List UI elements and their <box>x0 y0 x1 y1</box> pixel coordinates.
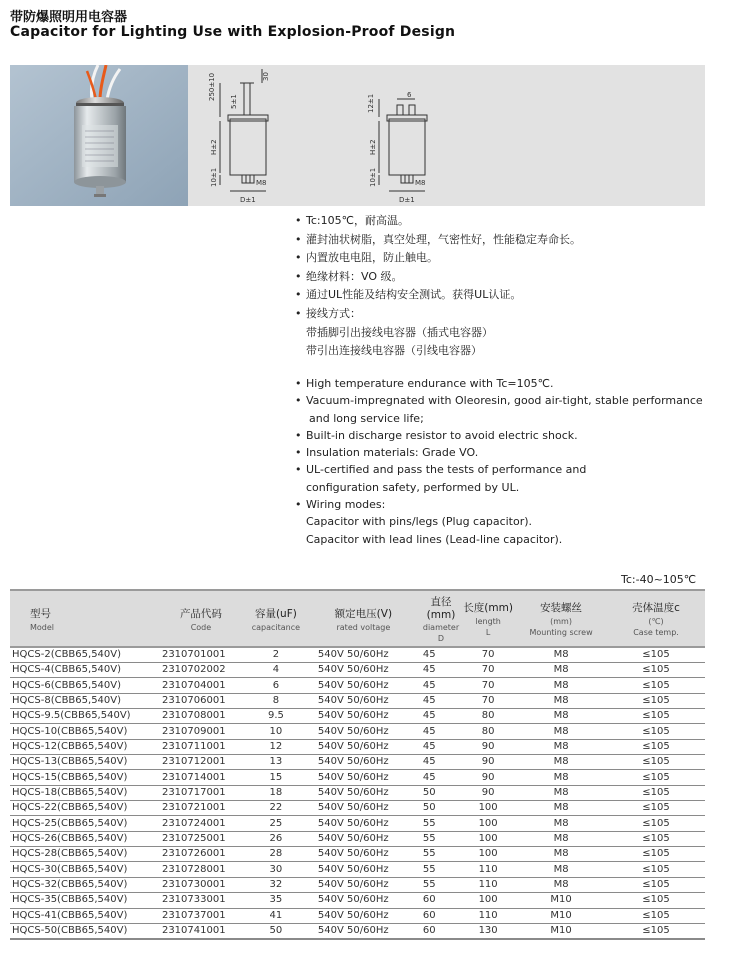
cell-model: HQCS-26(CBB65,540V) <box>10 831 160 846</box>
cell-voltage: 540V 50/60Hz <box>310 709 411 724</box>
capacitor-photo-image <box>10 65 188 206</box>
table-row <box>10 923 705 939</box>
header-en: (℃) <box>648 617 664 626</box>
table-header-row <box>10 590 705 647</box>
cell-capacitance: 28 <box>242 847 310 862</box>
header-cn: 产品代码 <box>179 607 222 620</box>
cell-voltage: 540V 50/60Hz <box>310 724 411 739</box>
features-en-list <box>295 375 725 548</box>
cell-model: HQCS-50(CBB65,540V) <box>10 923 160 939</box>
feature-en-item: • UL-certified and pass the tests of performance and <box>295 461 725 478</box>
cell-screw: M8 <box>515 785 607 800</box>
table-row <box>10 908 705 923</box>
cell-diameter: 55 <box>411 877 461 892</box>
feature-en-item: • Built-in discharge resistor to avoid electric shock. <box>295 427 725 444</box>
cell-diameter: 45 <box>411 647 461 663</box>
cell-capacitance: 4 <box>242 663 310 678</box>
cell-case-temp: ≤105 <box>607 801 705 816</box>
cell-model: HQCS-22(CBB65,540V) <box>10 801 160 816</box>
cell-code: 2310702002 <box>160 663 242 678</box>
cell-case-temp: ≤105 <box>607 908 705 923</box>
header-en2: L <box>485 628 491 637</box>
cell-screw: M8 <box>515 678 607 693</box>
dim-screw: M8 <box>256 179 267 187</box>
cell-code: 2310730001 <box>160 877 242 892</box>
dim-pin: 5±1 <box>230 94 238 109</box>
cell-code: 2310712001 <box>160 755 242 770</box>
cell-diameter: 55 <box>411 847 461 862</box>
table-row <box>10 693 705 708</box>
cell-code: 2310726001 <box>160 847 242 862</box>
cell-length: 110 <box>461 877 515 892</box>
header-diameter <box>411 590 461 647</box>
header-cn: 容量(uF) <box>254 607 297 620</box>
page-title-en: Capacitor for Lighting Use with Explosion-Proof Design <box>10 24 456 40</box>
cell-model: HQCS-9.5(CBB65,540V) <box>10 709 160 724</box>
cell-code: 2310733001 <box>160 893 242 908</box>
header-capacitance <box>242 590 310 647</box>
lead-line-drawing <box>206 65 286 206</box>
cell-capacitance: 6 <box>242 678 310 693</box>
feature-cn-item: • 内置放电电阻，防止触电。 <box>295 249 725 268</box>
header-cn: 安装螺丝 <box>540 602 583 614</box>
cell-length: 70 <box>461 647 515 663</box>
table-row <box>10 893 705 908</box>
table-row <box>10 862 705 877</box>
cell-case-temp: ≤105 <box>607 893 705 908</box>
table-row <box>10 785 705 800</box>
cell-diameter: 45 <box>411 770 461 785</box>
cell-voltage: 540V 50/60Hz <box>310 678 411 693</box>
page-title-cn: 带防爆照明用电容器 <box>10 10 128 25</box>
cell-capacitance: 32 <box>242 877 310 892</box>
cell-diameter: 60 <box>411 908 461 923</box>
cell-diameter: 45 <box>411 709 461 724</box>
table-body <box>10 647 705 939</box>
cell-code: 2310701001 <box>160 647 242 663</box>
cell-diameter: 50 <box>411 801 461 816</box>
cell-screw: M8 <box>515 801 607 816</box>
cell-screw: M8 <box>515 693 607 708</box>
temperature-note: Tc:-40~105℃ <box>621 573 697 586</box>
dim-base: 10±1 <box>369 167 377 187</box>
cell-model: HQCS-28(CBB65,540V) <box>10 847 160 862</box>
cell-screw: M8 <box>515 755 607 770</box>
cell-code: 2310711001 <box>160 739 242 754</box>
dim-width: D±1 <box>240 196 256 204</box>
table-row <box>10 877 705 892</box>
cell-voltage: 540V 50/60Hz <box>310 816 411 831</box>
cell-length: 90 <box>461 770 515 785</box>
cell-length: 100 <box>461 816 515 831</box>
feature-en-continuation: configuration safety, performed by UL. <box>306 480 520 494</box>
dim-screw: M8 <box>415 179 426 187</box>
cell-screw: M8 <box>515 862 607 877</box>
cell-model: HQCS-6(CBB65,540V) <box>10 678 160 693</box>
table-row <box>10 663 705 678</box>
header-code <box>160 590 242 647</box>
cell-diameter: 45 <box>411 755 461 770</box>
cell-screw: M8 <box>515 709 607 724</box>
cell-model: HQCS-41(CBB65,540V) <box>10 908 160 923</box>
cell-voltage: 540V 50/60Hz <box>310 923 411 939</box>
cell-capacitance: 12 <box>242 739 310 754</box>
dim-lead-length: 250±10 <box>208 72 216 101</box>
cell-capacitance: 18 <box>242 785 310 800</box>
cell-model: HQCS-12(CBB65,540V) <box>10 739 160 754</box>
header-en: Model <box>30 622 55 632</box>
cell-model: HQCS-2(CBB65,540V) <box>10 647 160 663</box>
cell-case-temp: ≤105 <box>607 724 705 739</box>
table-row <box>10 847 705 862</box>
dim-lead: 30 <box>262 72 270 81</box>
cell-length: 100 <box>461 831 515 846</box>
feature-en-item: • Insulation materials: Grade VO. <box>295 444 725 461</box>
table-row <box>10 678 705 693</box>
cell-capacitance: 22 <box>242 801 310 816</box>
cell-case-temp: ≤105 <box>607 693 705 708</box>
header-en: Code <box>190 622 212 632</box>
cell-voltage: 540V 50/60Hz <box>310 770 411 785</box>
cell-capacitance: 10 <box>242 724 310 739</box>
cell-code: 2310714001 <box>160 770 242 785</box>
cell-code: 2310741001 <box>160 923 242 939</box>
cell-screw: M10 <box>515 923 607 939</box>
feature-cn-sub: 带插脚引出接线电容器（插式电容器） <box>306 325 493 339</box>
cell-capacitance: 8 <box>242 693 310 708</box>
cell-voltage: 540V 50/60Hz <box>310 693 411 708</box>
cell-code: 2310724001 <box>160 816 242 831</box>
cell-voltage: 540V 50/60Hz <box>310 893 411 908</box>
cell-diameter: 45 <box>411 678 461 693</box>
cell-code: 2310728001 <box>160 862 242 877</box>
cell-model: HQCS-25(CBB65,540V) <box>10 816 160 831</box>
feature-en-continuation: and long service life; <box>309 411 424 425</box>
table-row <box>10 770 705 785</box>
cell-screw: M8 <box>515 770 607 785</box>
cell-model: HQCS-13(CBB65,540V) <box>10 755 160 770</box>
cell-length: 80 <box>461 724 515 739</box>
cell-model: HQCS-8(CBB65,540V) <box>10 693 160 708</box>
cell-code: 2310717001 <box>160 785 242 800</box>
cell-screw: M8 <box>515 877 607 892</box>
cell-length: 90 <box>461 785 515 800</box>
cell-voltage: 540V 50/60Hz <box>310 785 411 800</box>
cell-case-temp: ≤105 <box>607 816 705 831</box>
cell-screw: M8 <box>515 847 607 862</box>
header-en: rated voltage <box>336 622 391 632</box>
cell-voltage: 540V 50/60Hz <box>310 663 411 678</box>
cell-capacitance: 35 <box>242 893 310 908</box>
cell-case-temp: ≤105 <box>607 862 705 877</box>
cell-diameter: 45 <box>411 724 461 739</box>
feature-cn-item: • 灌封油状树脂，真空处理，气密性好，性能稳定寿命长。 <box>295 231 725 250</box>
cell-case-temp: ≤105 <box>607 877 705 892</box>
header-en: (mm) <box>550 617 572 626</box>
header-en: length <box>475 617 501 626</box>
cell-capacitance: 30 <box>242 862 310 877</box>
table-row <box>10 831 705 846</box>
cell-diameter: 45 <box>411 663 461 678</box>
cell-model: HQCS-10(CBB65,540V) <box>10 724 160 739</box>
header-en2: Case temp. <box>633 628 679 637</box>
cell-model: HQCS-15(CBB65,540V) <box>10 770 160 785</box>
cell-diameter: 50 <box>411 785 461 800</box>
cell-screw: M8 <box>515 816 607 831</box>
cell-screw: M8 <box>515 739 607 754</box>
header-en2: D <box>437 634 445 643</box>
dim-base: 10±1 <box>210 167 218 187</box>
feature-cn-item: • 绝缘材料：VO 级。 <box>295 268 725 287</box>
table-row <box>10 739 705 754</box>
cell-capacitance: 25 <box>242 816 310 831</box>
header-cn: 长度(mm) <box>463 602 513 614</box>
header-cn: 额定电压(V) <box>334 607 393 620</box>
cell-case-temp: ≤105 <box>607 831 705 846</box>
cell-diameter: 55 <box>411 862 461 877</box>
feature-en-item: • High temperature endurance with Tc=105℃. <box>295 375 725 392</box>
cell-model: HQCS-32(CBB65,540V) <box>10 877 160 892</box>
cell-code: 2310737001 <box>160 908 242 923</box>
cell-case-temp: ≤105 <box>607 923 705 939</box>
cell-capacitance: 50 <box>242 923 310 939</box>
dim-pin-height: 12±1 <box>367 93 375 113</box>
cell-case-temp: ≤105 <box>607 755 705 770</box>
table-row <box>10 724 705 739</box>
header-en: diameter <box>422 623 460 632</box>
product-banner <box>10 65 705 206</box>
cell-case-temp: ≤105 <box>607 739 705 754</box>
cell-model: HQCS-35(CBB65,540V) <box>10 893 160 908</box>
cell-code: 2310704001 <box>160 678 242 693</box>
header-mounting-screw <box>515 590 607 647</box>
features-cn-list <box>295 212 725 361</box>
header-voltage <box>310 590 411 647</box>
header-cn: 直径(mm) <box>426 596 456 621</box>
cell-diameter: 60 <box>411 923 461 939</box>
cell-code: 2310725001 <box>160 831 242 846</box>
cell-code: 2310706001 <box>160 693 242 708</box>
cell-case-temp: ≤105 <box>607 647 705 663</box>
cell-code: 2310708001 <box>160 709 242 724</box>
cell-length: 70 <box>461 663 515 678</box>
header-en2: Mounting screw <box>529 628 593 637</box>
cell-case-temp: ≤105 <box>607 785 705 800</box>
cell-length: 100 <box>461 801 515 816</box>
cell-length: 130 <box>461 923 515 939</box>
header-en: capacitance <box>251 622 301 632</box>
cell-diameter: 60 <box>411 893 461 908</box>
product-photo <box>10 65 188 206</box>
cell-capacitance: 9.5 <box>242 709 310 724</box>
cell-voltage: 540V 50/60Hz <box>310 877 411 892</box>
dim-body-height: H±2 <box>369 139 377 155</box>
feature-cn-item: • Tc:105℃，耐高温。 <box>295 212 725 231</box>
header-length <box>461 590 515 647</box>
cell-case-temp: ≤105 <box>607 663 705 678</box>
cell-length: 90 <box>461 739 515 754</box>
header-cn: 型号 <box>30 607 51 620</box>
cell-voltage: 540V 50/60Hz <box>310 847 411 862</box>
feature-cn-sub: 带引出连接线电容器（引线电容器） <box>306 344 482 358</box>
cell-case-temp: ≤105 <box>607 678 705 693</box>
feature-cn-item: • 接线方式： <box>295 305 725 324</box>
dim-pin-spacing: 6 <box>407 91 412 99</box>
cell-voltage: 540V 50/60Hz <box>310 908 411 923</box>
cell-voltage: 540V 50/60Hz <box>310 647 411 663</box>
cell-case-temp: ≤105 <box>607 709 705 724</box>
cell-code: 2310709001 <box>160 724 242 739</box>
table-row <box>10 816 705 831</box>
cell-case-temp: ≤105 <box>607 847 705 862</box>
cell-screw: M10 <box>515 893 607 908</box>
cell-voltage: 540V 50/60Hz <box>310 831 411 846</box>
cell-screw: M8 <box>515 831 607 846</box>
feature-en-item: • Vacuum-impregnated with Oleoresin, good air-tight, stable performance <box>295 392 725 409</box>
cell-screw: M8 <box>515 724 607 739</box>
spec-table <box>10 589 705 940</box>
table-row <box>10 647 705 663</box>
cell-voltage: 540V 50/60Hz <box>310 755 411 770</box>
cell-capacitance: 26 <box>242 831 310 846</box>
feature-cn-item: • 通过UL性能及结构安全测试。获得UL认证。 <box>295 286 725 305</box>
dim-width: D±1 <box>399 196 415 204</box>
feature-en-sub: Capacitor with pins/legs (Plug capacitor). <box>306 515 533 529</box>
header-cn: 壳体温度c <box>632 602 680 614</box>
cell-length: 70 <box>461 678 515 693</box>
cell-length: 80 <box>461 709 515 724</box>
cell-capacitance: 41 <box>242 908 310 923</box>
cell-length: 70 <box>461 693 515 708</box>
cell-length: 110 <box>461 908 515 923</box>
feature-en-item: • Wiring modes: <box>295 496 725 513</box>
plug-pin-drawing <box>365 65 445 206</box>
dim-body-height: H±2 <box>210 139 218 155</box>
cell-diameter: 45 <box>411 693 461 708</box>
table-row <box>10 709 705 724</box>
cell-diameter: 55 <box>411 816 461 831</box>
cell-code: 2310721001 <box>160 801 242 816</box>
cell-capacitance: 2 <box>242 647 310 663</box>
cell-length: 110 <box>461 862 515 877</box>
header-model <box>10 590 160 647</box>
cell-length: 100 <box>461 847 515 862</box>
cell-voltage: 540V 50/60Hz <box>310 739 411 754</box>
feature-en-sub: Capacitor with lead lines (Lead-line capacitor). <box>306 532 563 546</box>
cell-model: HQCS-18(CBB65,540V) <box>10 785 160 800</box>
cell-diameter: 55 <box>411 831 461 846</box>
header-case-temp <box>607 590 705 647</box>
cell-length: 100 <box>461 893 515 908</box>
cell-screw: M8 <box>515 663 607 678</box>
cell-voltage: 540V 50/60Hz <box>310 801 411 816</box>
cell-model: HQCS-30(CBB65,540V) <box>10 862 160 877</box>
cell-screw: M10 <box>515 908 607 923</box>
cell-length: 90 <box>461 755 515 770</box>
cell-voltage: 540V 50/60Hz <box>310 862 411 877</box>
cell-model: HQCS-4(CBB65,540V) <box>10 663 160 678</box>
cell-capacitance: 15 <box>242 770 310 785</box>
cell-screw: M8 <box>515 647 607 663</box>
table-row <box>10 755 705 770</box>
cell-case-temp: ≤105 <box>607 770 705 785</box>
table-row <box>10 801 705 816</box>
cell-capacitance: 13 <box>242 755 310 770</box>
cell-diameter: 45 <box>411 739 461 754</box>
